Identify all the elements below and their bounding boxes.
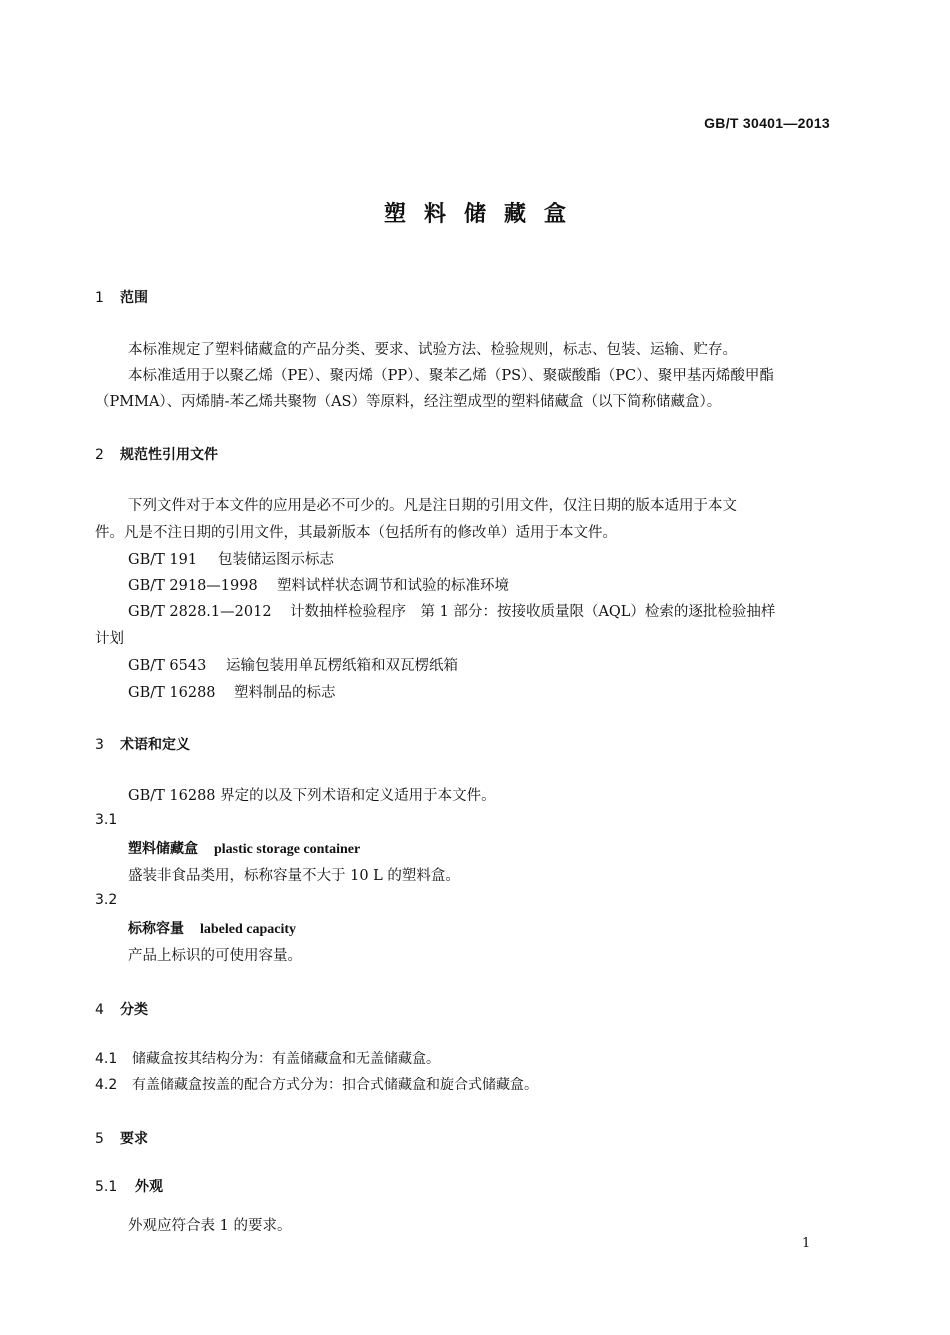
term-chinese: 标称容量 — [128, 921, 184, 937]
term-english: labeled capacity — [200, 922, 297, 937]
sec1-paragraph-2-line-2: （PMMA）、丙烯腈-苯乙烯共聚物（AS）等原料，经注塑成型的塑料储藏盒（以下简称储藏盒）。 — [95, 394, 722, 410]
section-number: 4 — [95, 1002, 104, 1018]
term-number: 3.2 — [95, 892, 118, 908]
subsection-title: 外观 — [135, 1179, 163, 1195]
section-number: 1 — [95, 290, 104, 306]
section-title: 术语和定义 — [120, 737, 190, 753]
section-2-heading — [95, 444, 218, 464]
section-number: 5 — [95, 1131, 104, 1147]
clause-number: 4.2 — [95, 1077, 118, 1093]
section-3-heading — [95, 734, 190, 754]
sec3-paragraph: GB/T 16288 界定的以及下列术语和定义适用于本文件。 — [128, 788, 496, 804]
reference-title: 包装储运图示标志 — [218, 552, 334, 568]
term-definition: 盛装非食品类用，标称容量不大于 10 L 的塑料盒。 — [128, 868, 460, 884]
reference-code: GB/T 6543 — [128, 658, 207, 674]
reference-title: 塑料试样状态调节和试验的标准环境 — [277, 578, 509, 594]
subsection-5-1-heading — [95, 1176, 163, 1196]
sec5-paragraph: 外观应符合表 1 的要求。 — [128, 1218, 292, 1234]
reference-title: 计数抽样检验程序 第 1 部分：按接收质量限（AQL）检索的逐批检验抽样 — [290, 604, 776, 620]
reference-title: 运输包装用单瓦楞纸箱和双瓦楞纸箱 — [226, 658, 458, 674]
section-title: 要求 — [120, 1131, 148, 1147]
clause-item — [95, 1074, 538, 1094]
section-number: 2 — [95, 447, 104, 463]
sec1-paragraph-1: 本标准规定了塑料储藏盒的产品分类、要求、试验方法、检验规则，标志、包装、运输、贮存。 — [128, 342, 737, 358]
term-heading — [128, 918, 296, 938]
reference-continuation: 计划 — [95, 631, 124, 647]
section-title: 分类 — [120, 1002, 148, 1018]
reference-item — [128, 600, 775, 621]
reference-item — [128, 681, 336, 702]
standard-number: GB/T 30401—2013 — [704, 115, 830, 131]
reference-code: GB/T 2828.1—2012 — [128, 604, 272, 620]
clause-text: 储藏盒按其结构分为：有盖储藏盒和无盖储藏盒。 — [132, 1051, 440, 1067]
reference-item — [128, 548, 334, 569]
reference-item — [128, 654, 458, 675]
section-number: 3 — [95, 737, 104, 753]
clause-text: 有盖储藏盒按盖的配合方式分为：扣合式储藏盒和旋合式储藏盒。 — [132, 1077, 538, 1093]
section-title: 规范性引用文件 — [120, 447, 218, 463]
section-1-heading — [95, 287, 148, 307]
term-english: plastic storage container — [214, 842, 361, 857]
reference-code: GB/T 191 — [128, 552, 198, 568]
reference-code: GB/T 16288 — [128, 685, 216, 701]
section-4-heading — [95, 999, 148, 1019]
page-number: 1 — [802, 1236, 811, 1251]
section-5-heading — [95, 1128, 148, 1148]
reference-code: GB/T 2918—1998 — [128, 578, 258, 594]
section-title: 范围 — [120, 290, 148, 306]
term-definition: 产品上标识的可使用容量。 — [128, 948, 302, 964]
sec1-paragraph-2-line-1: 本标准适用于以聚乙烯（PE）、聚丙烯（PP）、聚苯乙烯（PS）、聚碳酸酯（PC）、聚甲基丙烯酸甲酯 — [128, 368, 774, 384]
subsection-number: 5.1 — [95, 1179, 118, 1195]
sec2-paragraph-line-1: 下列文件对于本文件的应用是必不可少的。凡是注日期的引用文件，仅注日期的版本适用于本文 — [128, 498, 737, 514]
reference-title: 塑料制品的标志 — [234, 685, 336, 701]
term-heading — [128, 838, 360, 858]
document-title: 塑料储藏盒 — [383, 202, 584, 227]
reference-item — [128, 574, 509, 595]
clause-item — [95, 1048, 440, 1068]
term-chinese: 塑料储藏盒 — [128, 841, 198, 857]
sec2-paragraph-line-2: 件。凡是不注日期的引用文件，其最新版本（包括所有的修改单）适用于本文件。 — [95, 525, 617, 541]
clause-number: 4.1 — [95, 1051, 118, 1067]
term-number: 3.1 — [95, 812, 118, 828]
